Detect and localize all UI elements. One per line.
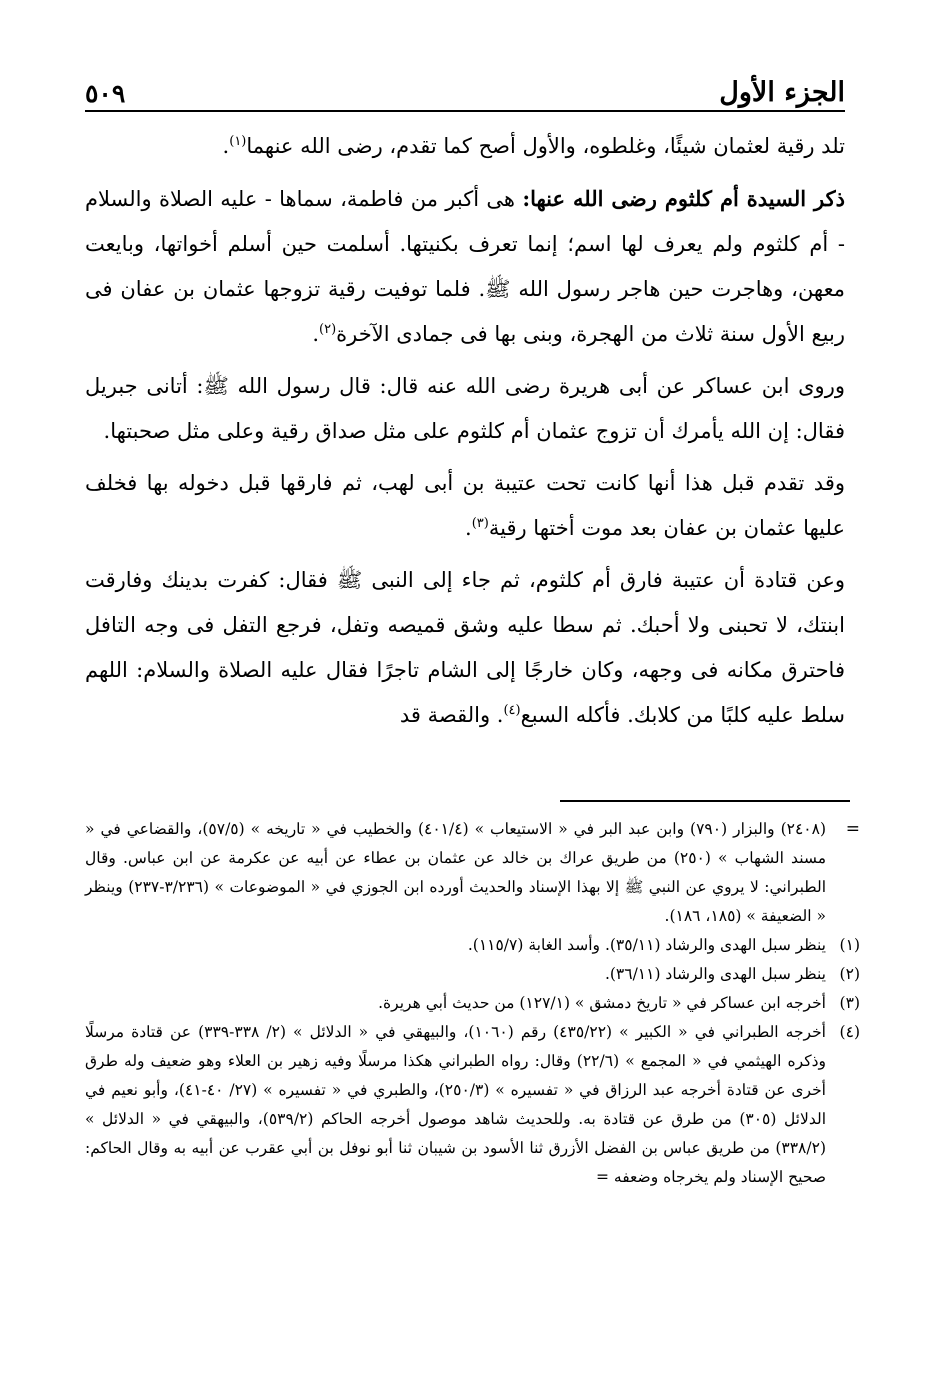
- header-rule: [85, 110, 845, 112]
- paragraph-3: وروى ابن عساكر عن أبى هريرة رضى الله عنه قال: قال رسول الله ﷺ: أتانى جبريل فقال: إن الله يأمرك أن تزوج عثمان أم كلثوم على مثل صداق رقية وعلى مثل صحبتها.: [85, 374, 845, 443]
- paragraph-4: [85, 461, 845, 551]
- footnote-continuation-text: (٢٤٠٨) والبزار (٧٩٠) وابن عبد البر في « الاستيعاب » (٤٠١/٤) والخطيب في « تاريخه » (٥٧/٥)، والقضاعي في « مسند الشهاب » (٢٥٠) من طريق عراك بن خالد عن عثمان بن عطاء عن أبيه عن عكرمة عن ابن عباس. وقال الطبراني: لا يروي عن النبي ﷺ إلا بهذا الإسناد والحديث أورده ابن الجوزي في « الموضوعات » (٣/٢٣٦-٢٣٧) وينظر « الضعيفة » (١٨٥، ١٨٦).: [85, 820, 827, 925]
- footnote-3: [85, 989, 860, 1018]
- footnote-number: (٣): [839, 994, 860, 1012]
- continuation-marker: =: [845, 819, 860, 839]
- footnote-ref-3: (٣): [471, 516, 489, 531]
- running-title: الجزء الأول: [719, 77, 845, 108]
- footnote-ref-2: (٢): [319, 322, 337, 337]
- running-header: [85, 52, 845, 108]
- footnote-number: (١): [839, 936, 860, 954]
- footnote-text: أخرجه ابن عساكر في « تاريخ دمشق » (١٢٧/١) من حديث أبي هريرة.: [378, 994, 826, 1012]
- period: .: [465, 516, 472, 540]
- paragraph-5-text: وعن قتادة أن عتيبة فارق أم كلثوم، ثم جاء إلى النبى ﷺ فقال: كفرت بدينك وفارقت ابنتك، لا تحبنى ولا أحبك. ثم سطا عليه وشق قميصه وتفل، فرجع التفل فى وجه التافل فاحترق مكانه فى وجهه، وكان خارجًا إلى الشام تاجرًا فقال عليه الصلاة والسلام: اللهم سلط عليه كلبًا من كلابك. فأكله السبع: [85, 568, 845, 727]
- footnote-text: أخرجه الطبراني في « الكبير » (٤٣٥/٢٢) رقم (١٠٦٠)، والبيهقي في « الدلائل » (٢/ ٣٣٨-٣٣٩) عن قتادة مرسلًا وذكره الهيثمي في « المجمع » (٢٢/٦) وقال: رواه الطبراني هكذا مرسلًا وفيه زهير بن العلاء وهو ضعيف وله طرق أخرى عن قتادة أخرجه عبد الرزاق في « تفسيره » (٢٥٠/٣)، والطبري في « تفسيره » (٢٧/ ٤٠-٤١)، وأبو نعيم في الدلائل (٣٠٥) من طرق عن قتادة به. وللحديث شاهد موصول أخرجه الحاكم (٥٣٩/٢)، والبيهقي في « الدلائل » (٣٣٨/٢) من طريق عباس بن الفضل الأزرق ثنا الأسود بن شيبان ثنا أبو نوفل بن أبي عقرب عن أبيه به وقال الحاكم: صحيح الإسناد ولم يخرجاه وضعفه =: [85, 1023, 826, 1186]
- paragraph-1: [85, 124, 845, 169]
- footnote-ref-4: (٤): [503, 703, 521, 718]
- paragraph-2-text: هى أكبر من فاطمة، سماها - عليه الصلاة والسلام - أم كلثوم ولم يعرف لها اسم؛ إنما تعرف بكنيتها. أسلمت حين أسلم أخواتها، وبايعت معهن، وهاجرت حين هاجر رسول الله ﷺ. فلما توفيت رقية تزوجها عثمان بن عفان فى ربيع الأول سنة ثلاث من الهجرة، وبنى بها فى جمادى الآخرة: [85, 187, 845, 346]
- footnote-number: (٢): [839, 965, 860, 983]
- paragraph-5: [85, 558, 845, 738]
- section-heading-umm-kulthum: ذكر السيدة أم كلثوم رضى الله عنها:: [522, 186, 845, 211]
- footnote-separator: [560, 800, 850, 802]
- footnote-4: [85, 1018, 860, 1192]
- footnote-text: ينظر سبل الهدى والرشاد (٣٦/١١).: [604, 965, 826, 983]
- main-text: [85, 124, 845, 745]
- footnote-number: (٤): [839, 1023, 860, 1041]
- paragraph-1-text: تلد رقية لعثمان شيئًا، وغلطوه، والأول أصح كما تقدم، رضى الله عنهما: [246, 134, 845, 158]
- footnote-continuation: [85, 815, 860, 931]
- paragraph-4-text: وقد تقدم قبل هذا أنها كانت تحت عتيبة بن أبى لهب، ثم فارقها قبل دخوله بها فخلف عليها عثمان بن عفان بعد موت أختها رقية: [85, 471, 845, 540]
- paragraph-5-tail: . والقصة قد: [399, 703, 504, 727]
- period: .: [222, 134, 230, 158]
- footnote-2: [85, 960, 860, 989]
- period: .: [312, 322, 319, 346]
- page-number: ٥٠٩: [85, 79, 126, 108]
- paragraph-2: [85, 176, 845, 357]
- footnotes: [85, 815, 860, 1192]
- footnote-1: [85, 931, 860, 960]
- footnote-text: ينظر سبل الهدى والرشاد (٣٥/١١). وأسد الغابة (١١٥/٧).: [467, 936, 826, 954]
- footnote-ref-1: (١): [229, 134, 247, 149]
